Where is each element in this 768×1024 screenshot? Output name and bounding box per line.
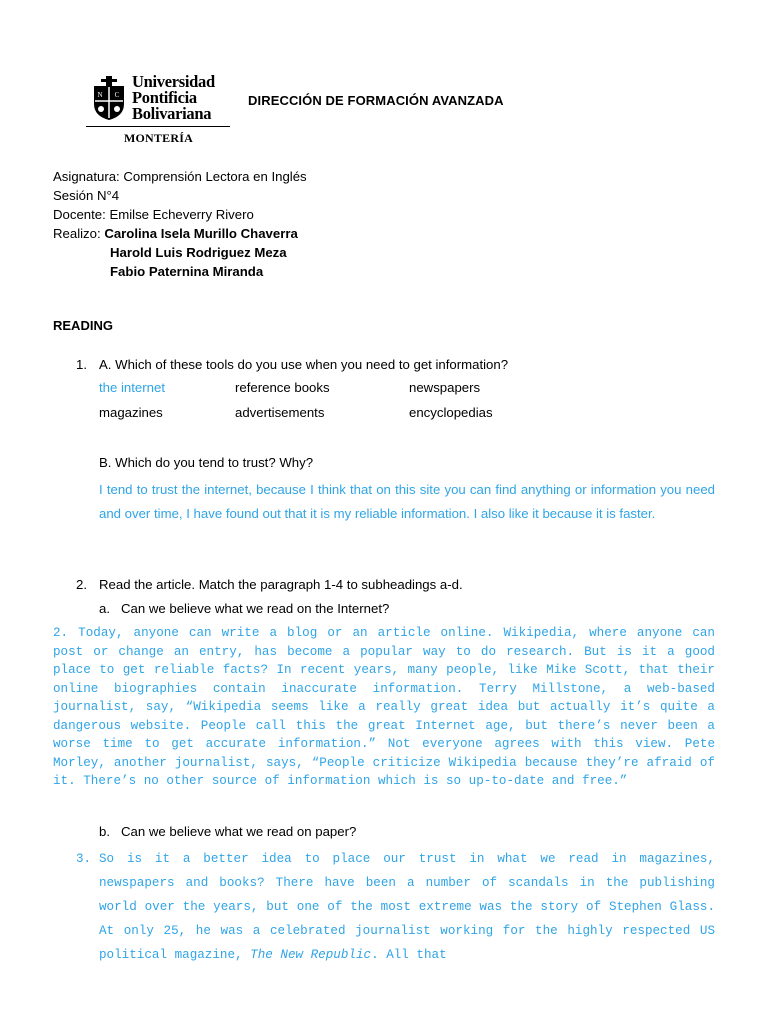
question-1b: B. Which do you tend to trust? Why?: [99, 455, 314, 470]
logo-divider: [86, 126, 230, 127]
svg-text:C: C: [114, 91, 120, 99]
subheading-a: Can we believe what we read on the Internet?: [121, 601, 390, 616]
option-item: encyclopedias: [409, 405, 493, 420]
subheading-letter: b.: [99, 824, 110, 839]
question-number: 1.: [76, 357, 87, 372]
option-item: magazines: [99, 405, 163, 420]
info-block: [53, 167, 307, 281]
magazine-title: The New Republic: [250, 948, 372, 962]
authors-line: Realizo: Carolina Isela Murillo Chaverra: [53, 226, 298, 241]
subheading-b: Can we believe what we read on paper?: [121, 824, 357, 839]
option-item: newspapers: [409, 380, 481, 395]
question-1a: A. Which of these tools do you use when you need to get information?: [99, 357, 509, 372]
subheading-letter: a.: [99, 601, 110, 616]
question-number: 2.: [76, 577, 87, 592]
answer-text: I tend to trust the internet, because I think that on this site you can find anything or information you need and over time, I have found out that it is my reliable information. I also like it because it is faster.: [99, 482, 715, 521]
option-item: reference books: [235, 380, 330, 395]
logo-city: MONTERÍA: [124, 131, 193, 145]
question-2: Read the article. Match the paragraph 1-4 to subheadings a-d.: [99, 577, 463, 592]
option-item: the internet: [99, 380, 165, 395]
session-line: Sesión N°4: [53, 188, 120, 203]
teacher-line: Docente: Emilse Echeverry Rivero: [53, 207, 254, 222]
author-name: Harold Luis Rodriguez Meza: [110, 245, 287, 260]
option-item: advertisements: [235, 405, 325, 420]
article-paragraph-3: So is it a better idea to place our trust in what we read in magazines, newspapers and books? There have been a number of scandals in the publishing world over the years, but one of the most extreme was the story of Stephen Glass. At only 25, he was a celebrated journalist working for the highly respected US political magazine, The New Republic. All that: [99, 852, 715, 962]
author-name: Carolina Isela Murillo Chaverra: [104, 226, 298, 241]
article-paragraph-2: 2. Today, anyone can write a blog or an article online. Wikipedia, where anyone can post or change an entry, has become a popular way to do research. But is it a good place to get reliable facts? In recent years, many people, like Mike Scott, that their online biographies contain inaccurate information. Terry Millstone, a web-based journalist, say, “Wikipedia seems like a really great idea but actually it’s quite a dangerous website. People call this the great Internet age, but there’s never been a worse time to get accurate information.” Not everyone agrees with this view. Pete Morley, another journalist, says, “People criticize Wikipedia because they’re afraid of it. There’s no other source of information which is so up-to-date and free.”: [53, 626, 715, 788]
author-name: Fabio Paternina Miranda: [110, 264, 264, 279]
subject-line: Asignatura: Comprensión Lectora en Inglés: [53, 169, 307, 184]
svg-text:N: N: [97, 91, 103, 99]
page-title: DIRECCIÓN DE FORMACIÓN AVANZADA: [248, 93, 504, 108]
section-heading: READING: [53, 318, 113, 333]
crest-icon: [92, 76, 126, 120]
paragraph-number: 3.: [76, 852, 92, 866]
university-logo: [86, 72, 232, 148]
logo-name: Universidad Pontificia Bolivariana: [132, 72, 215, 123]
